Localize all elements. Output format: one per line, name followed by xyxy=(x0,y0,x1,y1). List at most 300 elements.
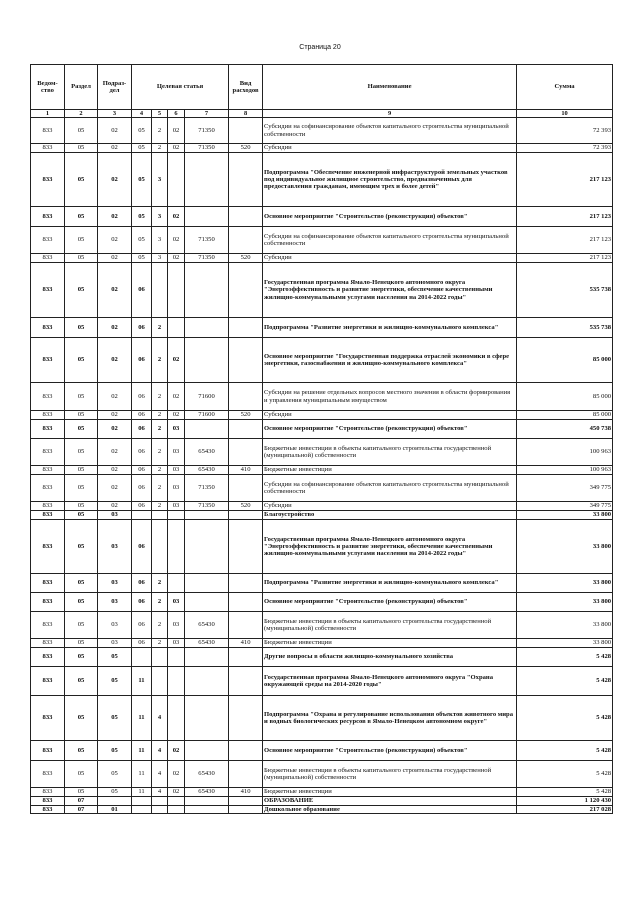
ved-cell: 833 xyxy=(31,648,65,667)
target-activity-cell: 03 xyxy=(168,593,185,612)
target-direction-cell xyxy=(185,667,229,696)
name-cell: Субсидии xyxy=(263,144,517,153)
sum-cell: 72 393 xyxy=(517,118,613,144)
table-row xyxy=(31,648,613,667)
target-subprogram-cell: 2 xyxy=(152,338,168,383)
target-activity-cell: 02 xyxy=(168,383,185,411)
table-row xyxy=(31,263,613,318)
target-program-cell: 05 xyxy=(132,118,152,144)
target-subprogram-cell: 2 xyxy=(152,574,168,593)
razdel-cell: 05 xyxy=(65,439,98,466)
header-sum: Сумма xyxy=(517,65,613,110)
target-subprogram-cell: 2 xyxy=(152,411,168,420)
target-activity-cell xyxy=(168,805,185,813)
razdel-cell: 05 xyxy=(65,741,98,761)
target-activity-cell: 03 xyxy=(168,420,185,439)
podrazdel-cell: 05 xyxy=(98,648,132,667)
expense-type-cell: 520 xyxy=(229,254,263,263)
podrazdel-cell: 03 xyxy=(98,639,132,648)
podrazdel-cell: 03 xyxy=(98,612,132,639)
target-direction-cell: 71350 xyxy=(185,475,229,502)
target-direction-cell xyxy=(185,805,229,813)
target-subprogram-cell: 2 xyxy=(152,144,168,153)
ved-cell: 833 xyxy=(31,263,65,318)
name-cell: Подпрограмма "Развитие энергетики и жилищно-коммунального комплекса" xyxy=(263,574,517,593)
target-subprogram-cell: 2 xyxy=(152,118,168,144)
target-subprogram-cell: 2 xyxy=(152,318,168,338)
podrazdel-cell: 02 xyxy=(98,475,132,502)
table-row xyxy=(31,593,613,612)
target-program-cell: 05 xyxy=(132,227,152,254)
ved-cell: 833 xyxy=(31,118,65,144)
header-ved: Ведом-ство xyxy=(31,65,65,110)
header-target-article: Целевая статья xyxy=(132,65,229,110)
ved-cell: 833 xyxy=(31,439,65,466)
podrazdel-cell: 02 xyxy=(98,318,132,338)
target-direction-cell xyxy=(185,420,229,439)
sum-cell: 33 800 xyxy=(517,593,613,612)
target-direction-cell: 65430 xyxy=(185,788,229,797)
target-activity-cell: 02 xyxy=(168,761,185,788)
podrazdel-cell: 01 xyxy=(98,805,132,813)
table-row xyxy=(31,741,613,761)
expense-type-cell xyxy=(229,520,263,574)
podrazdel-cell: 03 xyxy=(98,593,132,612)
target-direction-cell xyxy=(185,153,229,207)
name-cell: Субсидии на софинансирование объектов капитального строительства муниципальной собственности xyxy=(263,118,517,144)
name-cell: Субсидии на решение отдельных вопросов местного значения в области формирования и управления муниципальным имуществом xyxy=(263,383,517,411)
target-subprogram-cell: 4 xyxy=(152,696,168,741)
name-cell: Подпрограмма "Охрана и регулирование использования объектов животного мира и водных биологических ресурсов в Ямало-Ненецком автономном округе" xyxy=(263,696,517,741)
target-activity-cell: 02 xyxy=(168,254,185,263)
target-direction-cell xyxy=(185,696,229,741)
razdel-cell: 05 xyxy=(65,153,98,207)
expense-type-cell xyxy=(229,227,263,254)
target-activity-cell xyxy=(168,520,185,574)
target-program-cell: 06 xyxy=(132,574,152,593)
podrazdel-cell: 02 xyxy=(98,338,132,383)
podrazdel-cell: 05 xyxy=(98,788,132,797)
target-subprogram-cell xyxy=(152,667,168,696)
table-row xyxy=(31,439,613,466)
target-activity-cell: 03 xyxy=(168,466,185,475)
expense-type-cell xyxy=(229,420,263,439)
target-activity-cell xyxy=(168,574,185,593)
target-program-cell: 06 xyxy=(132,439,152,466)
ved-cell: 833 xyxy=(31,466,65,475)
target-subprogram-cell: 3 xyxy=(152,207,168,227)
sum-cell: 217 123 xyxy=(517,153,613,207)
sum-cell: 349 775 xyxy=(517,475,613,502)
razdel-cell: 05 xyxy=(65,648,98,667)
sum-cell: 5 428 xyxy=(517,741,613,761)
table-row xyxy=(31,797,613,805)
table-row xyxy=(31,207,613,227)
target-direction-cell xyxy=(185,520,229,574)
razdel-cell: 05 xyxy=(65,667,98,696)
target-activity-cell: 03 xyxy=(168,502,185,511)
col-number: 8 xyxy=(229,110,263,118)
ved-cell: 833 xyxy=(31,153,65,207)
sum-cell: 33 800 xyxy=(517,639,613,648)
name-cell: Основное мероприятие "Строительство (реконструкция) объектов" xyxy=(263,741,517,761)
target-activity-cell: 02 xyxy=(168,227,185,254)
name-cell: Подпрограмма "Развитие энергетики и жилищно-коммунального комплекса" xyxy=(263,318,517,338)
target-program-cell: 05 xyxy=(132,207,152,227)
target-program-cell: 11 xyxy=(132,788,152,797)
ved-cell: 833 xyxy=(31,254,65,263)
target-direction-cell xyxy=(185,741,229,761)
target-subprogram-cell: 2 xyxy=(152,475,168,502)
target-program-cell: 06 xyxy=(132,520,152,574)
sum-cell: 217 028 xyxy=(517,805,613,813)
target-activity-cell: 02 xyxy=(168,788,185,797)
razdel-cell: 05 xyxy=(65,612,98,639)
target-subprogram-cell: 2 xyxy=(152,420,168,439)
expense-type-cell xyxy=(229,383,263,411)
sum-cell: 535 738 xyxy=(517,318,613,338)
podrazdel-cell: 02 xyxy=(98,383,132,411)
sum-cell: 100 963 xyxy=(517,439,613,466)
podrazdel-cell: 02 xyxy=(98,153,132,207)
target-activity-cell: 03 xyxy=(168,639,185,648)
target-program-cell: 06 xyxy=(132,612,152,639)
table-row xyxy=(31,118,613,144)
target-activity-cell xyxy=(168,511,185,520)
sum-cell: 450 738 xyxy=(517,420,613,439)
target-program-cell: 06 xyxy=(132,466,152,475)
sum-cell: 217 123 xyxy=(517,207,613,227)
target-program-cell: 06 xyxy=(132,318,152,338)
ved-cell: 833 xyxy=(31,574,65,593)
table-row xyxy=(31,318,613,338)
name-cell: Субсидии xyxy=(263,502,517,511)
ved-cell: 833 xyxy=(31,511,65,520)
sum-cell: 5 428 xyxy=(517,761,613,788)
expense-type-cell xyxy=(229,118,263,144)
target-subprogram-cell xyxy=(152,520,168,574)
target-direction-cell xyxy=(185,797,229,805)
ved-cell: 833 xyxy=(31,788,65,797)
target-direction-cell xyxy=(185,574,229,593)
target-direction-cell xyxy=(185,318,229,338)
target-subprogram-cell xyxy=(152,797,168,805)
expense-type-cell xyxy=(229,153,263,207)
name-cell: Бюджетные инвестиции в объекты капитального строительства государственной (муниципальной) собственности xyxy=(263,439,517,466)
target-program-cell: 05 xyxy=(132,144,152,153)
page-label: Страница 20 xyxy=(299,44,341,51)
sum-cell: 85 000 xyxy=(517,338,613,383)
razdel-cell: 05 xyxy=(65,207,98,227)
expense-type-cell: 410 xyxy=(229,788,263,797)
target-direction-cell: 65430 xyxy=(185,761,229,788)
header-name: Наименование xyxy=(263,65,517,110)
sum-cell: 1 120 430 xyxy=(517,797,613,805)
expense-type-cell xyxy=(229,338,263,383)
ved-cell: 833 xyxy=(31,411,65,420)
target-subprogram-cell: 3 xyxy=(152,254,168,263)
name-cell: Субсидии xyxy=(263,411,517,420)
name-cell: Благоустройство xyxy=(263,511,517,520)
target-subprogram-cell: 4 xyxy=(152,741,168,761)
expense-type-cell xyxy=(229,263,263,318)
target-direction-cell: 65430 xyxy=(185,612,229,639)
target-direction-cell xyxy=(185,648,229,667)
ved-cell: 833 xyxy=(31,207,65,227)
razdel-cell: 05 xyxy=(65,696,98,741)
target-subprogram-cell xyxy=(152,511,168,520)
target-subprogram-cell: 3 xyxy=(152,227,168,254)
razdel-cell: 05 xyxy=(65,318,98,338)
target-program-cell xyxy=(132,648,152,667)
target-activity-cell: 02 xyxy=(168,411,185,420)
podrazdel-cell: 02 xyxy=(98,502,132,511)
sum-cell: 85 000 xyxy=(517,383,613,411)
ved-cell: 833 xyxy=(31,420,65,439)
col-number: 9 xyxy=(263,110,517,118)
target-subprogram-cell: 3 xyxy=(152,153,168,207)
name-cell: Субсидии xyxy=(263,254,517,263)
target-activity-cell: 02 xyxy=(168,338,185,383)
name-cell: Бюджетные инвестиции в объекты капитального строительства государственной (муниципальной) собственности xyxy=(263,612,517,639)
sum-cell: 33 800 xyxy=(517,612,613,639)
sum-cell: 535 738 xyxy=(517,263,613,318)
target-direction-cell: 65430 xyxy=(185,439,229,466)
expense-type-cell xyxy=(229,511,263,520)
target-program-cell xyxy=(132,805,152,813)
ved-cell: 833 xyxy=(31,805,65,813)
name-cell: Бюджетные инвестиции xyxy=(263,788,517,797)
expense-type-cell xyxy=(229,439,263,466)
sum-cell: 100 963 xyxy=(517,466,613,475)
sum-cell: 349 775 xyxy=(517,502,613,511)
expense-type-cell: 520 xyxy=(229,411,263,420)
razdel-cell: 05 xyxy=(65,338,98,383)
sum-cell: 33 800 xyxy=(517,574,613,593)
table-row xyxy=(31,667,613,696)
sum-cell: 33 800 xyxy=(517,520,613,574)
target-activity-cell xyxy=(168,667,185,696)
target-program-cell: 05 xyxy=(132,153,152,207)
podrazdel-cell: 02 xyxy=(98,207,132,227)
sum-cell: 33 800 xyxy=(517,511,613,520)
razdel-cell: 05 xyxy=(65,411,98,420)
header-row xyxy=(31,65,613,110)
col-number: 4 xyxy=(132,110,152,118)
table-row xyxy=(31,411,613,420)
podrazdel-cell: 05 xyxy=(98,761,132,788)
podrazdel-cell: 03 xyxy=(98,574,132,593)
razdel-cell: 05 xyxy=(65,788,98,797)
target-direction-cell xyxy=(185,338,229,383)
table-row xyxy=(31,520,613,574)
target-subprogram-cell: 2 xyxy=(152,466,168,475)
target-subprogram-cell: 2 xyxy=(152,439,168,466)
target-direction-cell: 71600 xyxy=(185,383,229,411)
ved-cell: 833 xyxy=(31,227,65,254)
target-subprogram-cell: 2 xyxy=(152,383,168,411)
target-direction-cell: 71350 xyxy=(185,144,229,153)
target-program-cell: 11 xyxy=(132,667,152,696)
target-direction-cell: 71350 xyxy=(185,118,229,144)
razdel-cell: 05 xyxy=(65,254,98,263)
table-row xyxy=(31,153,613,207)
ved-cell: 833 xyxy=(31,667,65,696)
sum-cell: 5 428 xyxy=(517,648,613,667)
target-subprogram-cell xyxy=(152,648,168,667)
target-program-cell: 06 xyxy=(132,263,152,318)
table-row xyxy=(31,502,613,511)
col-number: 6 xyxy=(168,110,185,118)
target-subprogram-cell: 4 xyxy=(152,761,168,788)
name-cell: Дошкольное образование xyxy=(263,805,517,813)
name-cell: Субсидии на софинансирование объектов капитального строительства муниципальной собственности xyxy=(263,475,517,502)
target-program-cell: 11 xyxy=(132,696,152,741)
podrazdel-cell: 05 xyxy=(98,667,132,696)
podrazdel-cell xyxy=(98,797,132,805)
razdel-cell: 05 xyxy=(65,263,98,318)
target-program-cell: 06 xyxy=(132,475,152,502)
name-cell: Подпрограмма "Обеспечение инженерной инфраструктурой земельных участков под индивидуальное жилищное строительство, предназначенных для предоставления гражданам, имеющим трех и более детей" xyxy=(263,153,517,207)
ved-cell: 833 xyxy=(31,383,65,411)
podrazdel-cell: 02 xyxy=(98,144,132,153)
table-row xyxy=(31,511,613,520)
sum-cell: 217 123 xyxy=(517,227,613,254)
target-subprogram-cell: 4 xyxy=(152,788,168,797)
target-activity-cell: 02 xyxy=(168,741,185,761)
col-number: 1 xyxy=(31,110,65,118)
target-direction-cell: 65430 xyxy=(185,639,229,648)
target-activity-cell xyxy=(168,153,185,207)
ved-cell: 833 xyxy=(31,612,65,639)
podrazdel-cell: 03 xyxy=(98,520,132,574)
podrazdel-cell: 02 xyxy=(98,118,132,144)
ved-cell: 833 xyxy=(31,475,65,502)
target-subprogram-cell: 2 xyxy=(152,639,168,648)
name-cell: Субсидии на софинансирование объектов капитального строительства муниципальной собственности xyxy=(263,227,517,254)
header-razdel: Раздел xyxy=(65,65,98,110)
target-direction-cell: 71350 xyxy=(185,227,229,254)
name-cell: Государственная программа Ямало-Ненецкого автономного округа "Энергоэффективность и развитие энергетики, обеспечение качественными жилищно-коммунальными услугами населения на 2014-2022 годы" xyxy=(263,263,517,318)
col-number: 10 xyxy=(517,110,613,118)
target-program-cell: 06 xyxy=(132,338,152,383)
sum-cell: 85 000 xyxy=(517,411,613,420)
name-cell: Государственная программа Ямало-Ненецкого автономного округа "Охрана окружающей среды на 2014-2020 годы" xyxy=(263,667,517,696)
column-number-row xyxy=(31,110,613,118)
podrazdel-cell: 05 xyxy=(98,741,132,761)
podrazdel-cell: 03 xyxy=(98,511,132,520)
target-subprogram-cell xyxy=(152,805,168,813)
razdel-cell: 05 xyxy=(65,466,98,475)
target-program-cell: 05 xyxy=(132,254,152,263)
ved-cell: 833 xyxy=(31,520,65,574)
podrazdel-cell: 02 xyxy=(98,420,132,439)
name-cell: Основное мероприятие "Строительство (реконструкция) объектов" xyxy=(263,593,517,612)
target-program-cell: 06 xyxy=(132,593,152,612)
table-row xyxy=(31,475,613,502)
ved-cell: 833 xyxy=(31,318,65,338)
ved-cell: 833 xyxy=(31,593,65,612)
sum-cell: 5 428 xyxy=(517,696,613,741)
name-cell: Бюджетные инвестиции xyxy=(263,466,517,475)
expense-type-cell xyxy=(229,797,263,805)
podrazdel-cell: 05 xyxy=(98,696,132,741)
target-program-cell: 06 xyxy=(132,411,152,420)
expense-type-cell xyxy=(229,574,263,593)
target-program-cell: 06 xyxy=(132,639,152,648)
razdel-cell: 05 xyxy=(65,574,98,593)
table-body xyxy=(31,118,613,814)
expense-type-cell xyxy=(229,696,263,741)
name-cell: Основное мероприятие "Государственная поддержка отраслей экономики в сфере энергетики, газоснабжения и жилищно-коммунального комплекса" xyxy=(263,338,517,383)
name-cell: Другие вопросы в области жилищно-коммунального хозяйства xyxy=(263,648,517,667)
target-activity-cell: 02 xyxy=(168,207,185,227)
name-cell: ОБРАЗОВАНИЕ xyxy=(263,797,517,805)
table-row xyxy=(31,696,613,741)
razdel-cell: 05 xyxy=(65,144,98,153)
target-activity-cell xyxy=(168,797,185,805)
ved-cell: 833 xyxy=(31,761,65,788)
ved-cell: 833 xyxy=(31,338,65,383)
razdel-cell: 05 xyxy=(65,118,98,144)
expense-type-cell xyxy=(229,741,263,761)
expense-type-cell xyxy=(229,761,263,788)
target-subprogram-cell: 2 xyxy=(152,502,168,511)
table-row xyxy=(31,254,613,263)
expense-type-cell: 410 xyxy=(229,466,263,475)
table-row xyxy=(31,466,613,475)
podrazdel-cell: 02 xyxy=(98,254,132,263)
expense-type-cell xyxy=(229,475,263,502)
expense-type-cell: 410 xyxy=(229,639,263,648)
target-program-cell xyxy=(132,797,152,805)
target-program-cell: 11 xyxy=(132,741,152,761)
table-row xyxy=(31,383,613,411)
razdel-cell: 05 xyxy=(65,227,98,254)
table-row xyxy=(31,788,613,797)
podrazdel-cell: 02 xyxy=(98,411,132,420)
target-program-cell: 06 xyxy=(132,383,152,411)
expense-type-cell xyxy=(229,318,263,338)
target-subprogram-cell: 2 xyxy=(152,612,168,639)
table-row xyxy=(31,338,613,383)
target-direction-cell: 65430 xyxy=(185,466,229,475)
expense-type-cell xyxy=(229,593,263,612)
target-direction-cell xyxy=(185,263,229,318)
target-direction-cell: 71350 xyxy=(185,254,229,263)
razdel-cell: 07 xyxy=(65,797,98,805)
target-program-cell xyxy=(132,511,152,520)
expense-type-cell xyxy=(229,667,263,696)
ved-cell: 833 xyxy=(31,144,65,153)
target-activity-cell: 03 xyxy=(168,612,185,639)
razdel-cell: 05 xyxy=(65,383,98,411)
target-direction-cell xyxy=(185,207,229,227)
table-row xyxy=(31,761,613,788)
table-row xyxy=(31,805,613,813)
expense-type-cell: 520 xyxy=(229,502,263,511)
sum-cell: 5 428 xyxy=(517,667,613,696)
table-row xyxy=(31,639,613,648)
budget-table xyxy=(30,64,613,814)
sum-cell: 5 428 xyxy=(517,788,613,797)
name-cell: Государственная программа Ямало-Ненецкого автономного округа "Энергоэффективность и развитие энергетики, обеспечение качественными жилищно-коммунальными услугами населения на 2014-2022 годы" xyxy=(263,520,517,574)
razdel-cell: 05 xyxy=(65,520,98,574)
target-activity-cell: 03 xyxy=(168,439,185,466)
target-direction-cell xyxy=(185,511,229,520)
razdel-cell: 05 xyxy=(65,511,98,520)
header-expense-type: Вид расходов xyxy=(229,65,263,110)
